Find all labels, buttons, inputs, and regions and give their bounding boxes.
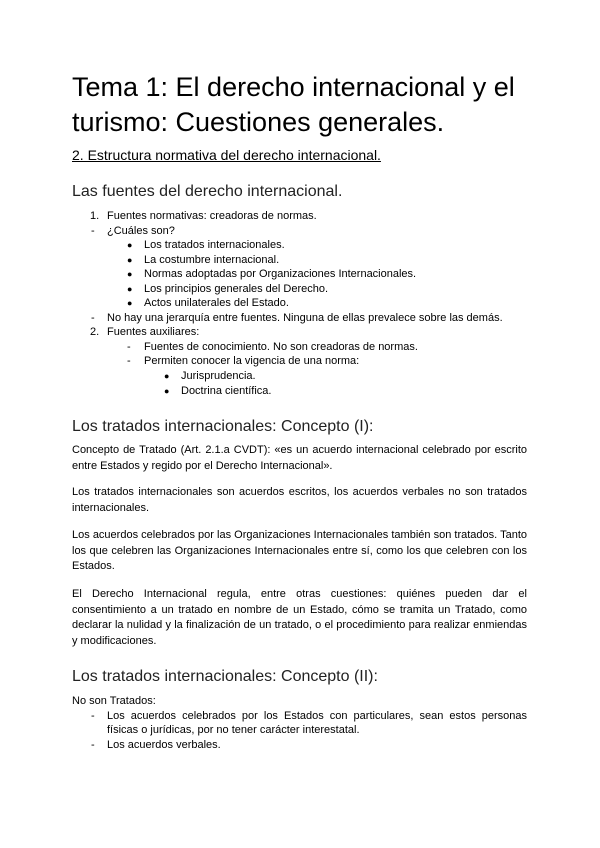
bullet-icon: ●: [127, 255, 133, 265]
paragraph: Concepto de Tratado (Art. 2.1.a CVDT): «es un acuerdo internacional celebrado por escrito entre Estados y regido por el Derecho Internacional».: [72, 444, 527, 472]
bullet-icon: ●: [127, 298, 133, 308]
list-marker: -: [127, 341, 131, 353]
list-marker: -: [91, 312, 95, 324]
list-marker: 2.: [90, 326, 100, 338]
list-item: Fuentes normativas: creadoras de normas.: [107, 210, 317, 222]
list-item: Permiten conocer la vigencia de una norma:: [144, 355, 360, 367]
list-item: No hay una jerarquía entre fuentes. Ninguna de ellas prevalece sobre las demás.: [107, 312, 503, 324]
paragraph: Los tratados internacionales son acuerdos escritos, los acuerdos verbales no son tratados internacionales.: [72, 486, 527, 514]
section-subtitle: 2. Estructura normativa del derecho internacional.: [72, 147, 381, 163]
list-marker: -: [91, 225, 95, 237]
list-marker: -: [91, 710, 95, 722]
list-item: Doctrina científica.: [181, 385, 272, 397]
list-item: La costumbre internacional.: [144, 254, 280, 266]
list-item: Normas adoptadas por Organizaciones Internacionales.: [144, 268, 417, 280]
section-heading-concepto-i: Los tratados internacionales: Concepto (I):: [72, 418, 374, 435]
bullet-icon: ●: [127, 284, 133, 294]
bullet-icon: ●: [164, 386, 170, 396]
list-item: Los acuerdos celebrados por los Estados con particulares, sean estos personas físicas o jurídicas, por no tener carácter interestatal.: [107, 710, 527, 736]
list-marker: 1.: [90, 210, 100, 222]
paragraph: El Derecho Internacional regula, entre otras cuestiones: quiénes pueden dar el consentimiento a un tratado en nombre de un Estado, cómo se tramita un Tratado, como declarar la nulidad y la finalización de un tratado, o el procedimiento para realizar enmiendas y modificaciones.: [72, 588, 527, 647]
intro-text: No son Tratados:: [72, 695, 156, 707]
list-item: Los acuerdos verbales.: [107, 739, 221, 751]
list-marker: -: [91, 739, 95, 751]
page-title: Tema 1: El derecho internacional y el turismo: Cuestiones generales.: [72, 72, 515, 137]
list-item: Jurisprudencia.: [181, 370, 256, 382]
list-item: Fuentes de conocimiento. No son creadoras de normas.: [144, 341, 418, 353]
paragraph: Los acuerdos celebrados por las Organizaciones Internacionales también son tratados. Tanto los que celebren las Organizaciones Internacionales entre sí, como los que celebren con los Estados.: [72, 529, 527, 572]
list-item: Los tratados internacionales.: [144, 239, 285, 251]
list-marker: -: [127, 355, 131, 367]
list-item: Actos unilaterales del Estado.: [144, 297, 289, 309]
bullet-icon: ●: [127, 240, 133, 250]
section-heading-fuentes: Las fuentes del derecho internacional.: [72, 183, 343, 200]
list-item: ¿Cuáles son?: [107, 225, 175, 237]
list-item: Fuentes auxiliares:: [107, 326, 200, 338]
list-item: Los principios generales del Derecho.: [144, 283, 329, 295]
bullet-icon: ●: [164, 371, 170, 381]
section-heading-concepto-ii: Los tratados internacionales: Concepto (II):: [72, 668, 378, 685]
bullet-icon: ●: [127, 269, 133, 279]
